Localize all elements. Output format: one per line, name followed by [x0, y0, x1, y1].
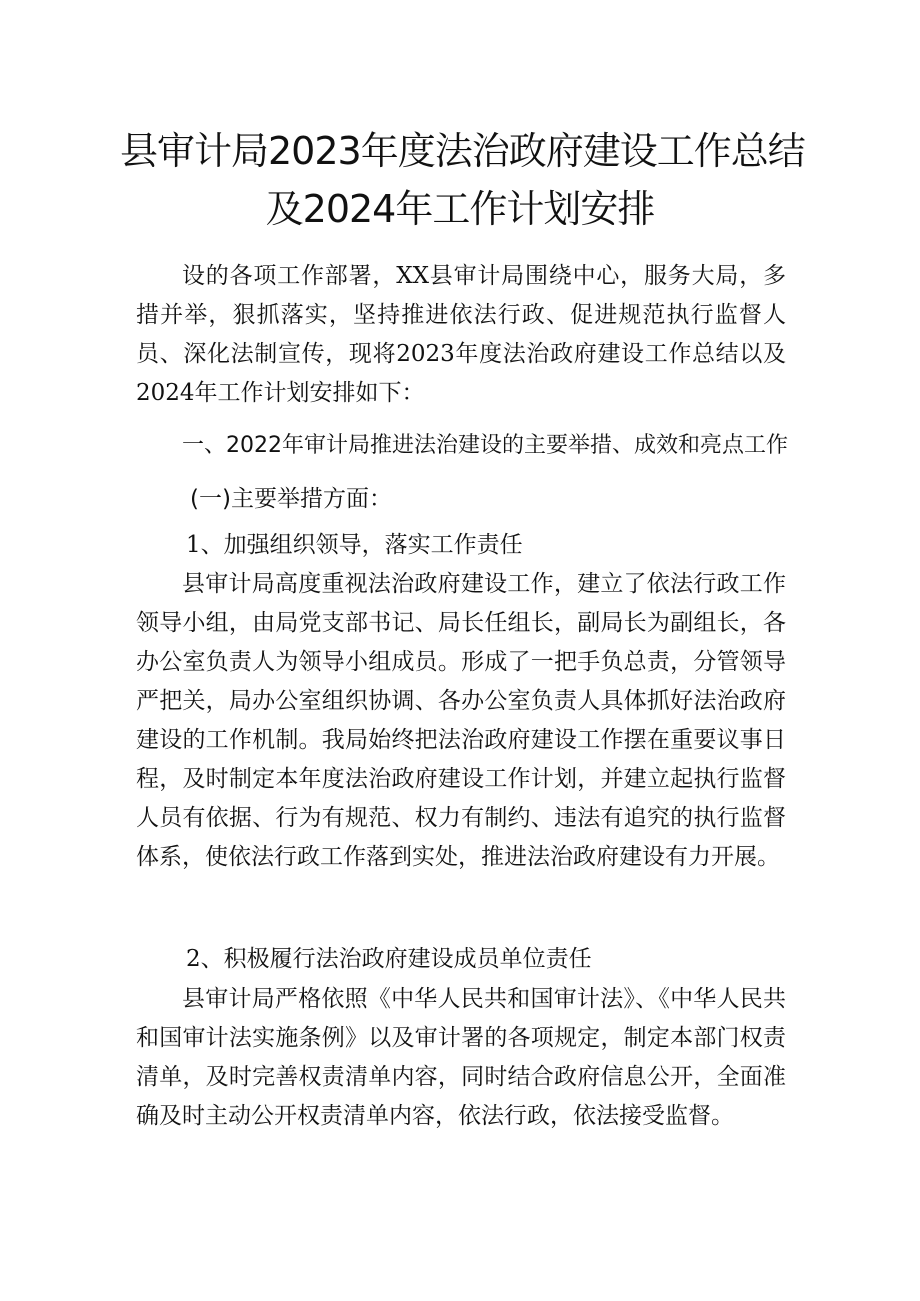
- item-2-heading: 2、积极履行法治政府建设成员单位责任: [186, 946, 592, 972]
- item-1-text: 县审计局高度重视法治政府建设工作，建立了依法行政工作领导小组，由局党支部书记、局长任组长，副局长为副组长，各办公室负责人为领导小组成员。形成了一把手负总责，分管领导严把关，局办公室组织协调、各办公室负责人具体抓好法治政府建设的工作机制。我局始终把法治政府建设工作摆在重要议事日程，及时制定本年度法治政府建设工作计划，并建立起执行监督人员有依据、行为有规范、权力有制约、违法有追究的执行监督体系，使依法行政工作落到实处，推进法治政府建设有力开展。: [136, 571, 786, 870]
- item-2-text: 县审计局严格依照《中华人民共和国审计法》、《中华人民共和国审计法实施条例》以及审计署的各项规定，制定本部门权责清单，及时完善权责清单内容，同时结合政府信息公开，全面准确及时主动公开权责清单内容，依法行政，依法接受监督。: [136, 986, 786, 1129]
- intro-paragraph: [136, 257, 786, 413]
- section-1-heading: 一、2022年审计局推进法治建设的主要举措、成效和亮点工作: [182, 433, 788, 458]
- document-title-line-1: 县审计局2023年度法治政府建设工作总结: [120, 129, 805, 173]
- item-2-paragraph: [136, 980, 786, 1136]
- item-1-paragraph: [136, 565, 786, 877]
- intro-text: 设的各项工作部署，XX县审计局围绕中心，服务大局，多措并举，狠抓落实，坚持推进依法行政、促进规范执行监督人员、深化法制宣传，现将2023年度法治政府建设工作总结以及2024年工作计划安排如下：: [136, 263, 786, 406]
- document-title-line-2: 及2024年工作计划安排: [265, 187, 655, 231]
- subsection-1-heading: (一)主要举措方面：: [190, 486, 392, 512]
- item-1-heading: 1、加强组织领导，落实工作责任: [186, 532, 523, 558]
